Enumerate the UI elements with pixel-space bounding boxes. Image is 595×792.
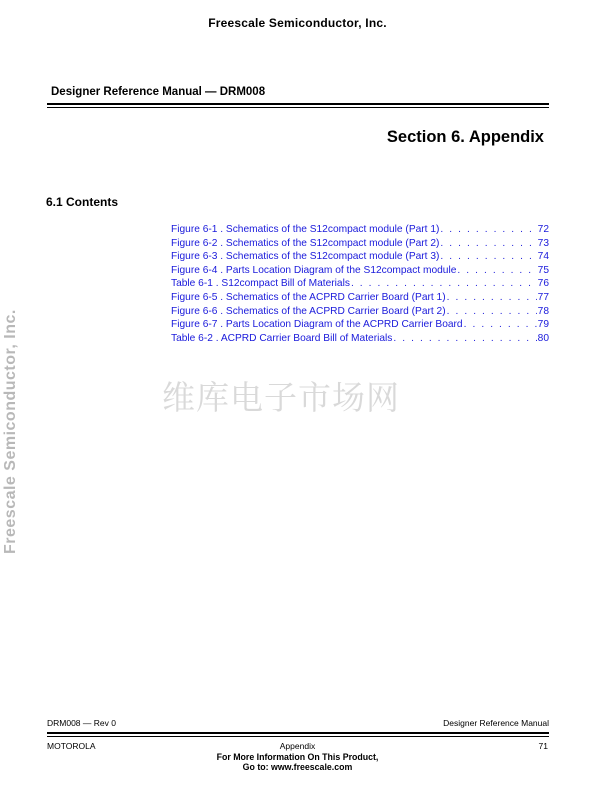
toc-leader-dots (440, 237, 536, 251)
toc-item-page[interactable]: 72 (537, 224, 549, 235)
toc-item-label[interactable]: Figure 6-7 . Parts Location Diagram of the ACPRD Carrier Board (171, 319, 463, 331)
toc-item[interactable] (171, 305, 549, 319)
toc-leader-dots (457, 264, 536, 278)
more-info-line: For More Information On This Product, (216, 752, 379, 762)
toc-item[interactable] (171, 318, 549, 332)
more-info-link[interactable]: Go to: www.freescale.com (242, 762, 353, 772)
toc-item-label[interactable]: Figure 6-1 . Schematics of the S12compact module (Part 1) (171, 224, 440, 235)
footer-company: MOTOROLA (47, 741, 96, 751)
toc-leader-dots (351, 277, 537, 291)
watermark-text: 维库电子市场网 (162, 378, 400, 417)
toc-item-label[interactable]: Table 6-2 . ACPRD Carrier Board Bill of Materials (171, 332, 393, 344)
header-rule-thin (47, 107, 549, 108)
footer-doc-rev: DRM008 — Rev 0 (47, 718, 116, 728)
contents-heading: 6.1 Contents (46, 195, 119, 209)
toc-item-label[interactable]: Figure 6-4 . Parts Location Diagram of the S12compact module (171, 264, 457, 276)
toc-item-page[interactable]: 80 (537, 332, 549, 344)
toc-leader-dots (447, 305, 537, 319)
toc-item-page[interactable]: 78 (537, 305, 549, 317)
toc-leader-dots (447, 291, 537, 305)
toc-item-page[interactable]: 73 (537, 237, 549, 249)
toc-item[interactable] (171, 237, 549, 251)
footer-section: Appendix (279, 741, 316, 751)
toc-item[interactable] (171, 223, 549, 237)
toc-item[interactable] (171, 264, 549, 278)
toc-leader-dots (464, 318, 537, 332)
toc-item[interactable] (171, 250, 549, 264)
toc-item-page[interactable]: 74 (537, 251, 549, 263)
more-info-notice (0, 752, 595, 772)
table-of-contents (171, 223, 549, 345)
toc-item-label[interactable]: Table 6-1 . S12compact Bill of Materials (171, 278, 350, 290)
toc-item-label[interactable]: Figure 6-2 . Schematics of the S12compact module (Part 2) (171, 237, 440, 249)
toc-item-label[interactable]: Figure 6-6 . Schematics of the ACPRD Carrier Board (Part 2) (171, 305, 446, 317)
footer-rule-thin (47, 736, 549, 737)
toc-item[interactable] (171, 277, 549, 291)
toc-item[interactable] (171, 291, 549, 305)
footer-rule-thick (47, 732, 549, 734)
toc-item-page[interactable]: 75 (537, 264, 549, 276)
side-brand-vertical: Freescale Semiconductor, Inc. (2, 309, 19, 554)
toc-leader-dots (393, 332, 536, 346)
toc-item-label[interactable]: Figure 6-3 . Schematics of the S12compact module (Part 3) (171, 251, 440, 263)
toc-item-page[interactable]: 76 (537, 278, 549, 290)
toc-item-page[interactable]: 79 (537, 319, 549, 331)
toc-leader-dots (440, 223, 536, 237)
toc-item[interactable] (171, 332, 549, 346)
toc-leader-dots (440, 250, 536, 264)
page-brand-header: Freescale Semiconductor, Inc. (208, 16, 387, 30)
header-rule-thick (47, 103, 549, 105)
manual-title: Designer Reference Manual — DRM008 (51, 86, 266, 98)
section-title: Section 6. Appendix (386, 128, 544, 146)
footer-doc-type: Designer Reference Manual (443, 718, 549, 728)
toc-item-label[interactable]: Figure 6-5 . Schematics of the ACPRD Carrier Board (Part 1) (171, 291, 446, 303)
toc-item-page[interactable]: 77 (537, 291, 549, 303)
page-number: 71 (538, 741, 548, 751)
